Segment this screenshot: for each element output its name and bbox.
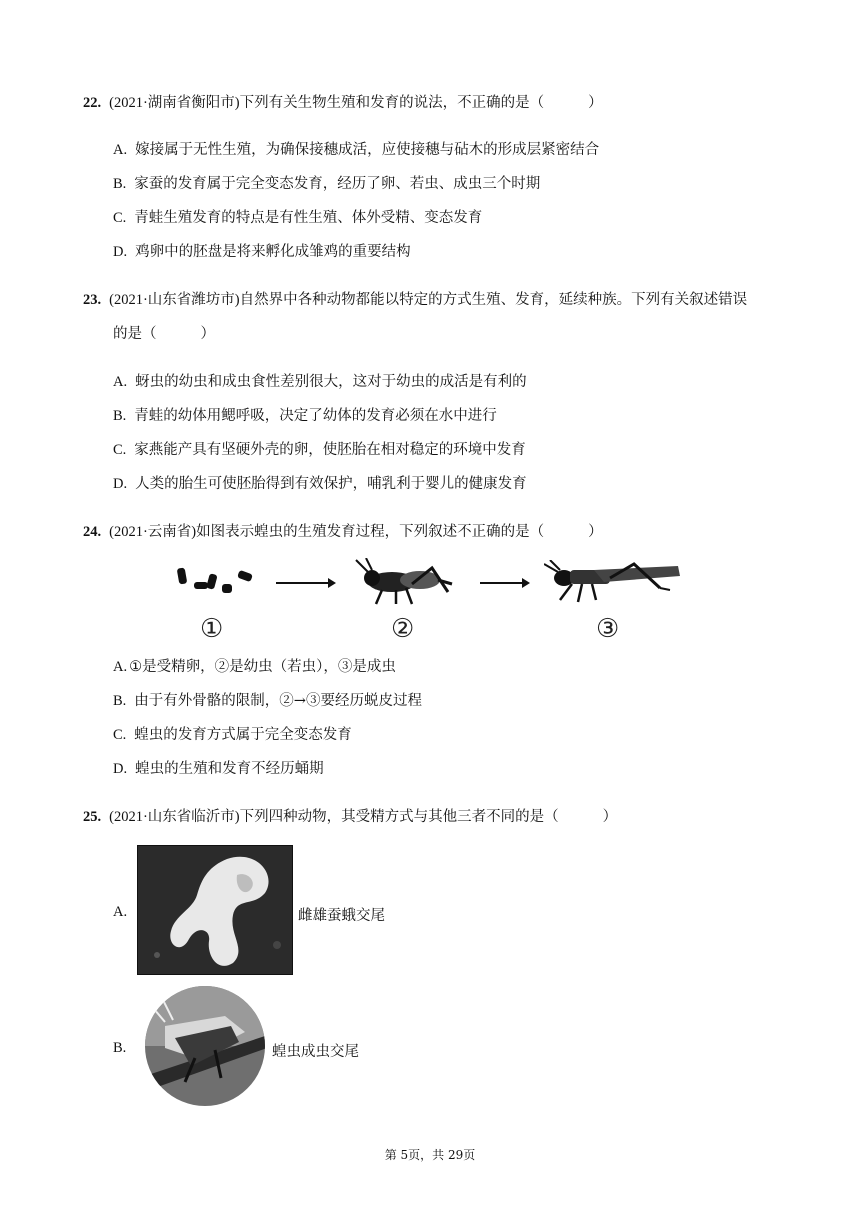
option-25-a[interactable]	[113, 904, 135, 921]
option-letter: A.	[113, 904, 128, 920]
question-number: 23.	[83, 292, 102, 308]
question-source: (2021·云南省)	[109, 524, 197, 540]
option-letter: B.	[113, 408, 127, 424]
option-24-c[interactable]	[113, 723, 352, 744]
option-letter: A.	[113, 142, 128, 158]
option-text: 人类的胎生可使胚胎得到有效保护，哺乳利于婴儿的健康发育	[135, 476, 527, 492]
option-23-b[interactable]	[113, 404, 497, 425]
option-letter: D.	[113, 476, 128, 492]
option-letter: A.	[113, 374, 128, 390]
question-text: 自然界中各种动物都能以特定的方式生殖、发育，延续种族。下列有关叙述错误	[239, 292, 748, 308]
option-text: 青蛙的幼体用鳃呼吸，决定了幼体的发育必须在水中进行	[134, 408, 497, 424]
option-text: 家蚕的发育属于完全变态发育，经历了卵、若虫、成虫三个时期	[134, 176, 541, 192]
question-source: (2021·山东省临沂市)	[109, 809, 240, 825]
question-22-stem	[83, 91, 603, 112]
option-24-a[interactable]	[113, 655, 396, 676]
egg-icon	[172, 566, 258, 600]
option-letter: B.	[113, 693, 127, 709]
option-22-a[interactable]	[113, 138, 599, 159]
arrow-right-icon	[480, 576, 530, 590]
option-23-c[interactable]	[113, 438, 526, 459]
option-24-b[interactable]	[113, 689, 422, 710]
question-text: 的是（	[113, 326, 157, 342]
option-23-d[interactable]	[113, 472, 527, 493]
option-23-a[interactable]	[113, 370, 527, 391]
option-text: 蝗虫的发育方式属于完全变态发育	[134, 727, 352, 743]
paren-close: ）	[588, 524, 603, 540]
figure-label-2: ②	[391, 614, 415, 644]
option-letter: C.	[113, 727, 127, 743]
option-25-b[interactable]	[113, 1040, 134, 1057]
question-number: 22.	[83, 95, 102, 111]
arrow-right-icon	[276, 576, 336, 590]
option-letter: C.	[113, 210, 127, 226]
option-22-d[interactable]	[113, 240, 411, 261]
question-text: 下列有关生物生殖和发育的说法，不正确的是（	[239, 95, 545, 111]
option-24-d[interactable]	[113, 757, 324, 778]
option-text: 家燕能产具有坚硬外壳的卵，使胚胎在相对稳定的环境中发育	[134, 442, 526, 458]
paren-close: ）	[602, 809, 618, 825]
question-number: 24.	[83, 524, 102, 540]
figure-label-3: ③	[596, 614, 620, 644]
paren-close: ）	[200, 326, 215, 342]
option-letter: D.	[113, 761, 128, 777]
question-number: 25.	[83, 809, 102, 825]
question-23-stem	[83, 288, 747, 309]
option-letter: B.	[113, 1040, 127, 1056]
option-letter: B.	[113, 176, 127, 192]
figure-label-1: ①	[200, 614, 224, 644]
option-25-b-caption: 蝗虫成虫交尾	[272, 1044, 359, 1060]
option-text: 嫁接属于无性生殖，为确保接穗成活，应使接穗与砧木的形成层紧密结合	[135, 142, 600, 158]
paren-close: ）	[588, 95, 603, 111]
locust-mating-photo-icon	[135, 986, 267, 1108]
grasshopper-nymph-icon	[352, 558, 458, 608]
option-text: ①是受精卵，②是幼虫（若虫），③是成虫	[129, 659, 396, 675]
option-text: 由于有外骨骼的限制，②→③要经历蜕皮过程	[134, 693, 422, 709]
option-22-c[interactable]	[113, 206, 482, 227]
question-25-stem	[83, 805, 617, 826]
option-text: 蚜虫的幼虫和成虫食性差别很大，这对于幼虫的成活是有利的	[135, 374, 527, 390]
page-footer: 第 5页，共 29页	[384, 1148, 476, 1162]
question-text: 下列四种动物，其受精方式与其他三者不同的是（	[239, 809, 559, 825]
option-letter: D.	[113, 244, 128, 260]
question-24-stem	[83, 520, 603, 541]
grasshopper-adult-icon	[544, 560, 684, 606]
question-text: 如图表示蝗虫的生殖发育过程，下列叙述不正确的是（	[196, 524, 545, 540]
question-23-stem-line2	[113, 322, 215, 343]
option-25-a-caption: 雌雄蚕蛾交尾	[298, 908, 385, 924]
option-text: 青蛙生殖发育的特点是有性生殖、体外受精、变态发育	[134, 210, 483, 226]
question-source: (2021·湖南省衡阳市)	[109, 95, 240, 111]
option-letter: A.	[113, 659, 128, 675]
option-22-b[interactable]	[113, 172, 540, 193]
option-letter: C.	[113, 442, 127, 458]
silkmoth-photo-icon	[137, 845, 293, 975]
question-source: (2021·山东省潍坊市)	[109, 292, 240, 308]
option-text: 蝗虫的生殖和发育不经历蛹期	[135, 761, 324, 777]
option-text: 鸡卵中的胚盘是将来孵化成雏鸡的重要结构	[135, 244, 411, 260]
